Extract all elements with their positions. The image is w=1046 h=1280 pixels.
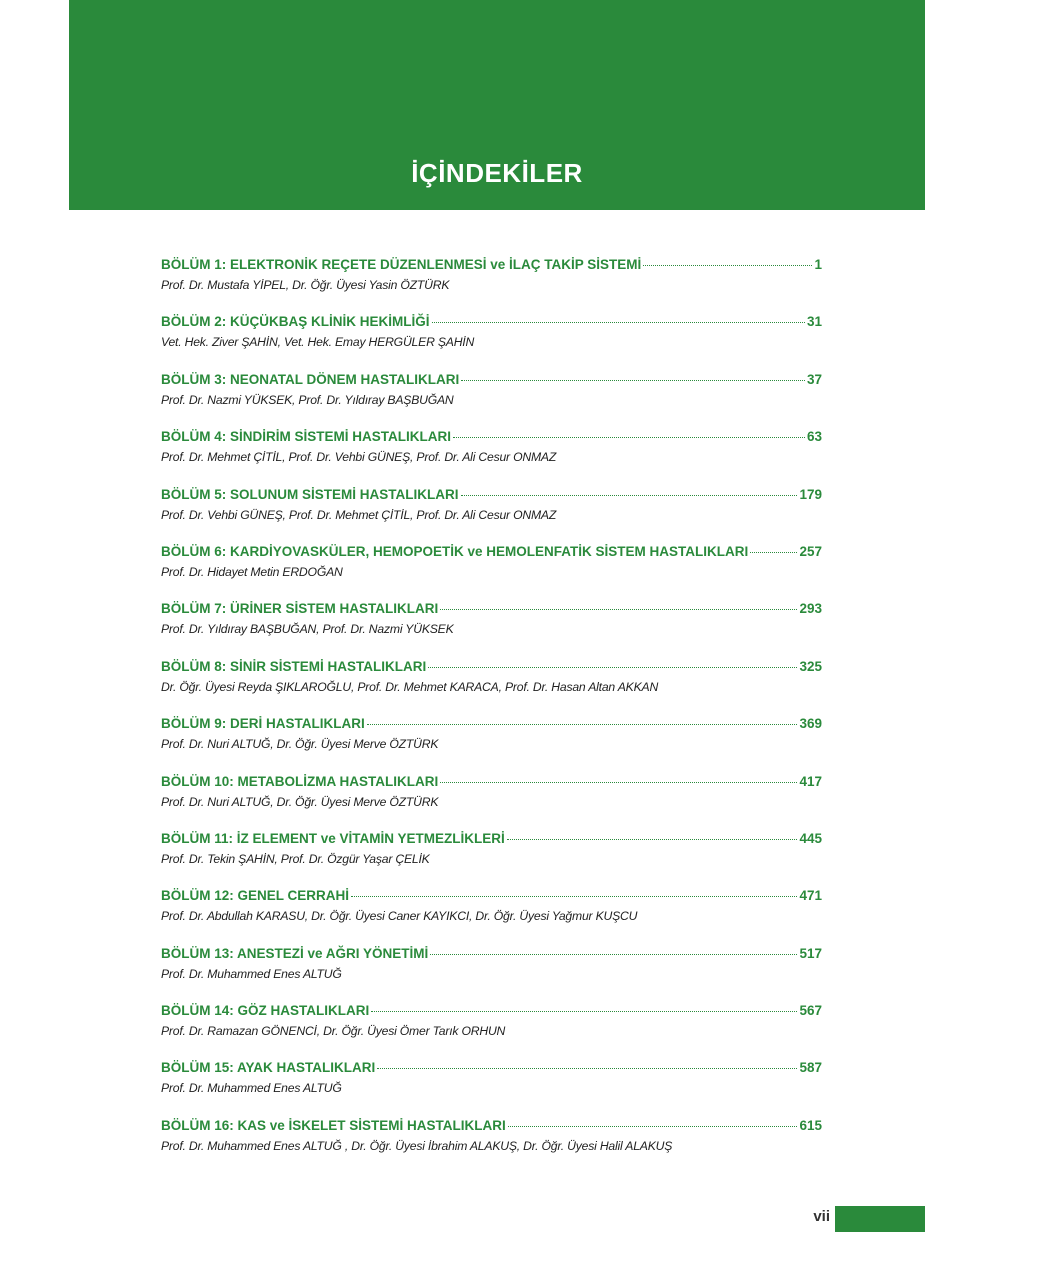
dot-leader <box>430 954 797 955</box>
toc-entry <box>161 772 822 829</box>
chapter-page-number[interactable]: 63 <box>806 429 822 445</box>
chapter-page-number[interactable]: 615 <box>799 1117 822 1133</box>
chapter-line[interactable] <box>161 886 822 906</box>
dot-leader <box>371 1011 797 1012</box>
chapter-authors: Prof. Dr. Muhammed Enes ALTUĞ <box>161 1081 342 1096</box>
chapter-title[interactable]: BÖLÜM 12: GENEL CERRAHİ <box>161 888 350 904</box>
chapter-title[interactable]: BÖLÜM 11: İZ ELEMENT ve VİTAMİN YETMEZLİKLERİ <box>161 830 505 846</box>
chapter-title[interactable]: BÖLÜM 5: SOLUNUM SİSTEMİ HASTALIKLARI <box>161 486 459 502</box>
chapter-line[interactable] <box>161 1116 822 1136</box>
chapter-line[interactable] <box>161 370 822 390</box>
toc-entry <box>161 542 822 599</box>
chapter-authors: Prof. Dr. Abdullah KARASU, Dr. Öğr. Üyesi Caner KAYIKCI, Dr. Öğr. Üyesi Yağmur KUŞCU <box>161 909 638 924</box>
chapter-page-number[interactable]: 325 <box>799 658 822 674</box>
chapter-title[interactable]: BÖLÜM 13: ANESTEZİ ve AĞRI YÖNETİMİ <box>161 945 429 961</box>
chapter-title[interactable]: BÖLÜM 14: GÖZ HASTALIKLARI <box>161 1003 370 1019</box>
chapter-line[interactable] <box>161 427 822 447</box>
toc-entry <box>161 714 822 771</box>
chapter-title[interactable]: BÖLÜM 9: DERİ HASTALIKLARI <box>161 716 365 732</box>
page-title: İÇİNDEKİLER <box>411 158 583 188</box>
dot-leader <box>377 1068 797 1069</box>
chapter-page-number[interactable]: 517 <box>799 945 822 961</box>
chapter-line[interactable] <box>161 944 822 964</box>
toc-entry <box>161 886 822 943</box>
chapter-page-number[interactable]: 567 <box>799 1003 822 1019</box>
chapter-authors: Prof. Dr. Mustafa YİPEL, Dr. Öğr. Üyesi Yasin ÖZTÜRK <box>161 278 450 292</box>
chapter-title[interactable]: BÖLÜM 1: ELEKTRONİK REÇETE DÜZENLENMESİ ve İLAÇ TAKİP SİSTEMİ <box>161 257 642 272</box>
page-number: vii <box>813 1208 830 1225</box>
dot-leader <box>351 896 797 897</box>
chapter-authors: Prof. Dr. Tekin ŞAHİN, Prof. Dr. Özgür Yaşar ÇELİK <box>161 851 430 866</box>
toc-entry <box>161 1001 822 1058</box>
dot-leader <box>461 380 805 381</box>
dot-leader <box>508 1126 798 1127</box>
chapter-title[interactable]: BÖLÜM 7: ÜRİNER SİSTEM HASTALIKLARI <box>161 601 439 617</box>
chapter-authors: Prof. Dr. Yıldıray BAŞBUĞAN, Prof. Dr. Nazmi YÜKSEK <box>161 622 454 637</box>
chapter-title[interactable]: BÖLÜM 2: KÜÇÜKBAŞ KLİNİK HEKİMLİĞİ <box>161 314 430 330</box>
dot-leader <box>750 552 797 553</box>
chapter-page-number[interactable]: 471 <box>799 888 822 904</box>
chapter-line[interactable] <box>161 714 822 734</box>
chapter-title[interactable]: BÖLÜM 4: SİNDİRİM SİSTEMİ HASTALIKLARI <box>161 429 451 445</box>
header-band <box>69 0 925 210</box>
toc-entry <box>161 370 822 427</box>
chapter-authors: Prof. Dr. Nuri ALTUĞ, Dr. Öğr. Üyesi Merve ÖZTÜRK <box>161 737 439 752</box>
chapter-authors: Prof. Dr. Muhammed Enes ALTUĞ , Dr. Öğr. Üyesi İbrahim ALAKUŞ, Dr. Öğr. Üyesi Halil ALAKUŞ <box>161 1138 673 1153</box>
chapter-page-number[interactable]: 417 <box>799 773 822 789</box>
chapter-line[interactable] <box>161 829 822 849</box>
toc-entry <box>161 1058 822 1115</box>
chapter-title[interactable]: BÖLÜM 15: AYAK HASTALIKLARI <box>161 1060 376 1076</box>
chapter-authors: Prof. Dr. Nazmi YÜKSEK, Prof. Dr. Yıldıray BAŞBUĞAN <box>161 392 454 407</box>
dot-leader <box>440 782 797 783</box>
chapter-title[interactable]: BÖLÜM 8: SİNİR SİSTEMİ HASTALIKLARI <box>161 658 427 674</box>
chapter-page-number[interactable]: 179 <box>799 486 822 502</box>
dot-leader <box>440 609 797 610</box>
dot-leader <box>367 724 798 725</box>
chapter-page-number[interactable]: 31 <box>806 314 822 330</box>
chapter-line[interactable] <box>161 485 822 505</box>
toc-entry <box>161 485 822 542</box>
chapter-page-number[interactable]: 257 <box>799 543 822 559</box>
dot-leader <box>643 265 812 266</box>
toc-entry <box>161 427 822 484</box>
table-of-contents <box>161 255 822 1173</box>
toc-entry <box>161 657 822 714</box>
chapter-authors: Prof. Dr. Ramazan GÖNENCİ, Dr. Öğr. Üyesi Ömer Tarık ORHUN <box>161 1024 506 1039</box>
chapter-line[interactable] <box>161 255 822 275</box>
chapter-line[interactable] <box>161 542 822 562</box>
chapter-authors: Prof. Dr. Muhammed Enes ALTUĞ <box>161 966 342 981</box>
chapter-line[interactable] <box>161 657 822 677</box>
chapter-line[interactable] <box>161 1001 822 1021</box>
chapter-authors: Vet. Hek. Ziver ŞAHİN, Vet. Hek. Emay HERGÜLER ŞAHİN <box>161 335 475 350</box>
toc-entry <box>161 944 822 1001</box>
dot-leader <box>432 322 805 323</box>
chapter-page-number[interactable]: 587 <box>799 1060 822 1076</box>
chapter-authors: Dr. Öğr. Üyesi Reyda ŞIKLAROĞLU, Prof. Dr. Mehmet KARACA, Prof. Dr. Hasan Altan AKKAN <box>161 679 659 694</box>
chapter-line[interactable] <box>161 1058 822 1078</box>
dot-leader <box>507 839 798 840</box>
page-number-bar <box>835 1206 925 1232</box>
chapter-page-number[interactable]: 37 <box>806 371 822 387</box>
toc-entry <box>161 829 822 886</box>
chapter-line[interactable] <box>161 312 822 332</box>
chapter-page-number[interactable]: 369 <box>799 716 822 732</box>
chapter-line[interactable] <box>161 772 822 792</box>
chapter-title[interactable]: BÖLÜM 10: METABOLİZMA HASTALIKLARI <box>161 773 439 789</box>
toc-entry <box>161 312 822 369</box>
chapter-page-number[interactable]: 1 <box>814 257 822 272</box>
chapter-authors: Prof. Dr. Nuri ALTUĞ, Dr. Öğr. Üyesi Merve ÖZTÜRK <box>161 794 439 809</box>
toc-entry <box>161 599 822 656</box>
toc-entry <box>161 1116 822 1173</box>
chapter-page-number[interactable]: 445 <box>799 830 822 846</box>
dot-leader <box>461 495 798 496</box>
dot-leader <box>428 667 797 668</box>
chapter-authors: Prof. Dr. Hidayet Metin ERDOĞAN <box>161 564 343 579</box>
dot-leader <box>453 437 805 438</box>
chapter-title[interactable]: BÖLÜM 16: KAS ve İSKELET SİSTEMİ HASTALIKLARI <box>161 1117 506 1133</box>
chapter-authors: Prof. Dr. Vehbi GÜNEŞ, Prof. Dr. Mehmet ÇİTİL, Prof. Dr. Ali Cesur ONMAZ <box>161 507 557 522</box>
chapter-title[interactable]: BÖLÜM 3: NEONATAL DÖNEM HASTALIKLARI <box>161 371 460 387</box>
toc-entry <box>161 255 822 312</box>
chapter-title[interactable]: BÖLÜM 6: KARDİYOVASKÜLER, HEMOPOETİK ve HEMOLENFATİK SİSTEM HASTALIKLARI <box>161 543 749 559</box>
chapter-authors: Prof. Dr. Mehmet ÇİTİL, Prof. Dr. Vehbi GÜNEŞ, Prof. Dr. Ali Cesur ONMAZ <box>161 450 557 465</box>
chapter-page-number[interactable]: 293 <box>799 601 822 617</box>
chapter-line[interactable] <box>161 599 822 619</box>
